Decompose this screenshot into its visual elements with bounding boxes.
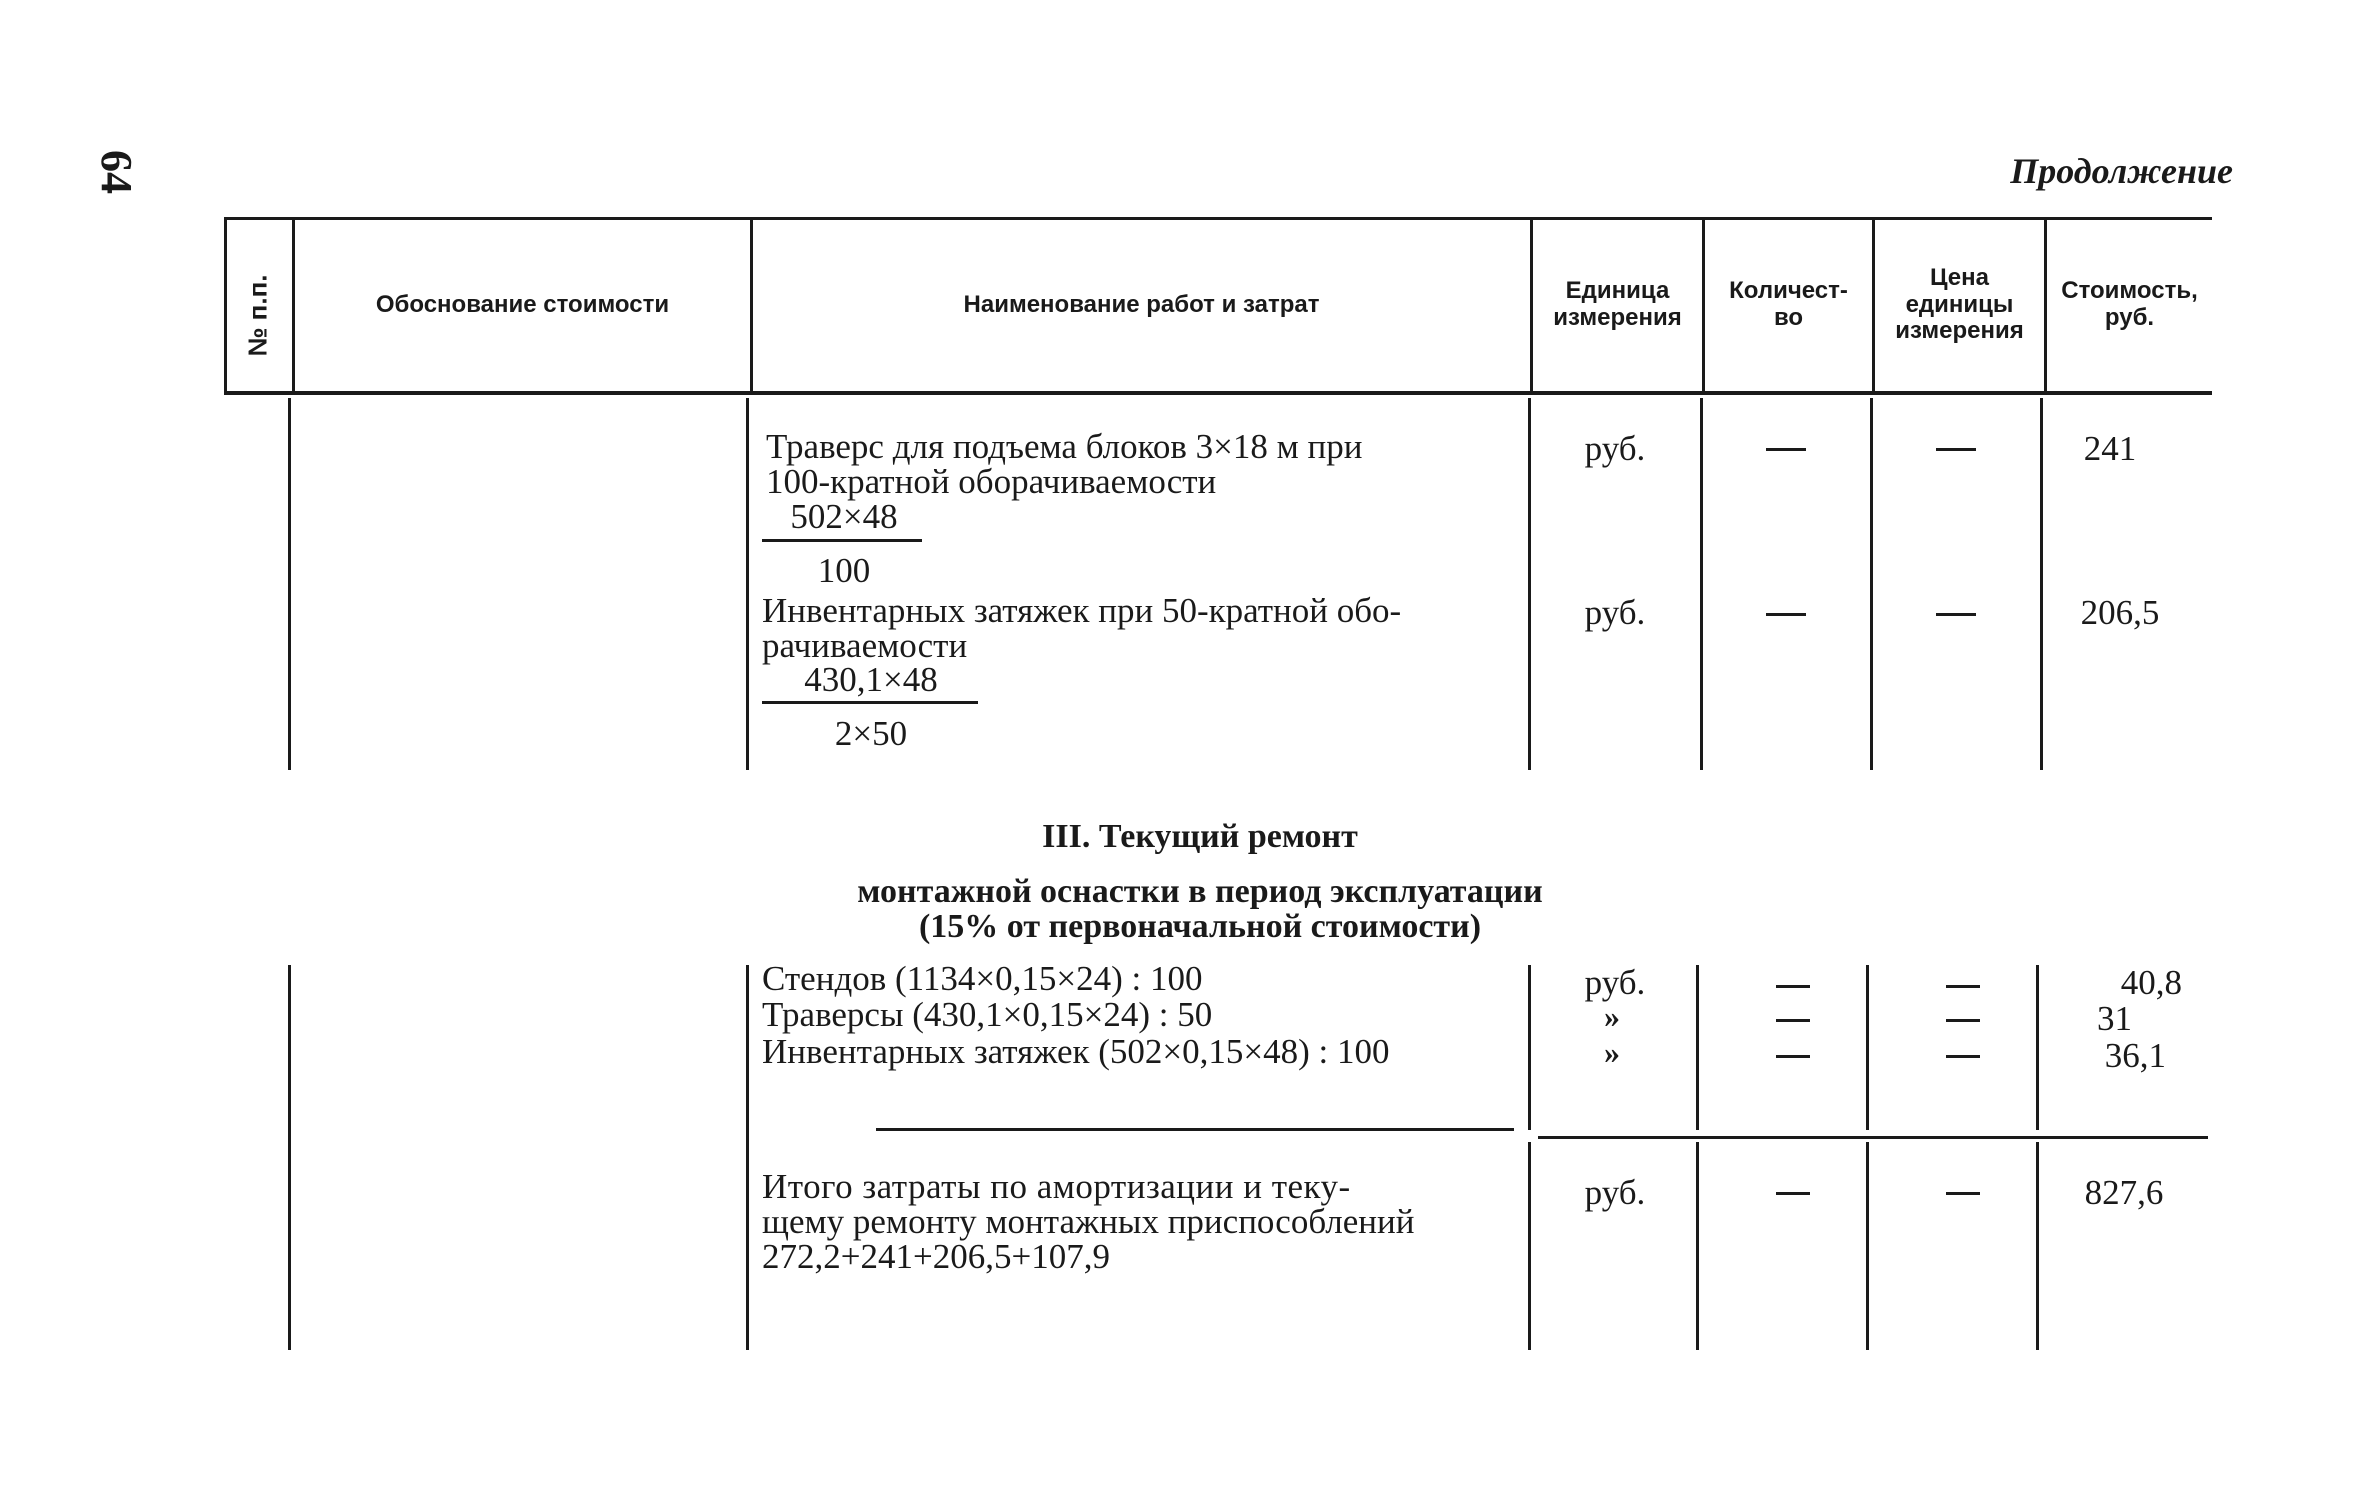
col-border — [1696, 965, 1699, 1130]
row-b1-text: Стендов (1134×0,15×24) : 100 — [762, 959, 1203, 998]
header-basis — [295, 219, 750, 391]
row-b3-text: Инвентарных затяжек (502×0,15×48) : 100 — [762, 1032, 1390, 1071]
row-b3-price-dash — [1946, 1055, 1980, 1058]
col-border — [2036, 1142, 2039, 1350]
row-a1-text — [766, 429, 1520, 499]
row-a1-fraction-numerator: 502×48 — [790, 497, 898, 536]
total-unit: руб. — [1584, 1173, 1646, 1212]
row-b1-qty-dash — [1776, 985, 1810, 988]
col-border — [1866, 965, 1869, 1130]
row-a2-unit: руб. — [1584, 593, 1646, 632]
col-border — [1870, 398, 1873, 770]
col-border — [288, 398, 291, 770]
header-price-line2: единицы — [1905, 290, 2014, 318]
header-basis-label: Обоснование стоимости — [375, 290, 670, 318]
total-line2: щему ремонту монтажных приспособлений — [762, 1202, 1415, 1241]
header-cost-line1: Стоимость, — [2061, 277, 2198, 305]
row-b2-text: Траверсы (430,1×0,15×24) : 50 — [762, 995, 1213, 1034]
header-name-label: Наименование работ и затрат — [963, 290, 1320, 318]
total-cost: 827,6 — [2084, 1173, 2164, 1212]
col-border — [2036, 965, 2039, 1130]
header-cost-line2: руб. — [2104, 304, 2155, 331]
col-border — [1866, 1142, 1869, 1350]
total-text — [762, 1169, 1514, 1274]
header-bottom-rule — [224, 391, 2212, 395]
total-line1: Итого затраты по амортизации и теку- — [762, 1167, 1351, 1206]
col-border — [746, 965, 749, 1350]
section-title: III. Текущий ремонт — [1042, 818, 1358, 855]
col-border — [1528, 1142, 1531, 1350]
continuation-label: Продолжение — [2010, 151, 2233, 191]
header-qty — [1705, 219, 1872, 391]
row-a2-cost: 206,5 — [2080, 593, 2160, 632]
header-unit — [1533, 219, 1702, 391]
row-b1-unit: руб. — [1584, 963, 1646, 1002]
header-unit-line1: Единица — [1565, 277, 1670, 305]
row-a2-line1: Инвентарных затяжек при 50-кратной обо- — [762, 591, 1402, 630]
header-price — [1875, 219, 2044, 391]
header-qty-line2: во — [1773, 304, 1804, 331]
row-b2-cost: 31 — [2097, 999, 2132, 1038]
section-subtitle-1: монтажной оснастки в период эксплуатации — [857, 873, 1543, 910]
total-line3: 272,2+241+206,5+107,9 — [762, 1237, 1110, 1276]
row-b1-price-dash — [1946, 985, 1980, 988]
row-b1-cost: 40,8 — [2120, 963, 2182, 1002]
row-b2-price-dash — [1946, 1019, 1980, 1022]
total-price-dash — [1946, 1192, 1980, 1195]
row-a1-fraction-denominator: 100 — [817, 551, 871, 590]
row-a2-price-dash — [1936, 613, 1976, 616]
row-a1-fraction-bar — [762, 539, 922, 542]
header-qty-line1: Количест- — [1729, 277, 1848, 305]
col-border — [1528, 398, 1531, 770]
row-b2-unit: » — [1604, 998, 1620, 1034]
row-a2-line2: рачиваемости — [762, 626, 968, 665]
row-b3-cost: 36,1 — [2104, 1036, 2166, 1075]
row-a1-unit: руб. — [1584, 429, 1646, 468]
row-a2-fraction-numerator: 430,1×48 — [804, 660, 938, 699]
header-unit-line2: измерения — [1553, 304, 1682, 331]
row-b3-unit: » — [1604, 1034, 1620, 1070]
row-a2-qty-dash — [1766, 613, 1806, 616]
row-b2-qty-dash — [1776, 1019, 1810, 1022]
section-subtitle-2: (15% от первоначальной стоимости) — [918, 908, 1482, 945]
subtotal-rule — [876, 1128, 1514, 1131]
col-border — [1528, 965, 1531, 1130]
row-a1-price-dash — [1936, 448, 1976, 451]
row-a1-line2: 100-кратной оборачиваемости — [766, 462, 1217, 501]
row-a1-line1: Траверс для подъема блоков 3×18 м при — [766, 427, 1363, 466]
header-col-border — [224, 219, 227, 391]
total-qty-dash — [1776, 1192, 1810, 1195]
col-border — [746, 398, 749, 770]
row-b3-qty-dash — [1776, 1055, 1810, 1058]
row-a1-cost: 241 — [2083, 429, 2137, 468]
col-border — [288, 965, 291, 1350]
row-a2-text — [762, 593, 1516, 663]
col-border — [1696, 1142, 1699, 1350]
col-border — [1700, 398, 1703, 770]
header-price-line1: Цена — [1929, 263, 1989, 291]
header-number: № п.п. — [242, 274, 273, 357]
row-a1-qty-dash — [1766, 448, 1806, 451]
header-name — [753, 219, 1530, 391]
row-a2-fraction-denominator: 2×50 — [834, 714, 908, 753]
header-cost — [2047, 219, 2212, 391]
row-a2-fraction-bar — [762, 701, 978, 704]
subtotal-rule-right — [1538, 1136, 2208, 1139]
header-price-line3: измерения — [1895, 317, 2024, 345]
page-number: 64 — [92, 150, 141, 194]
